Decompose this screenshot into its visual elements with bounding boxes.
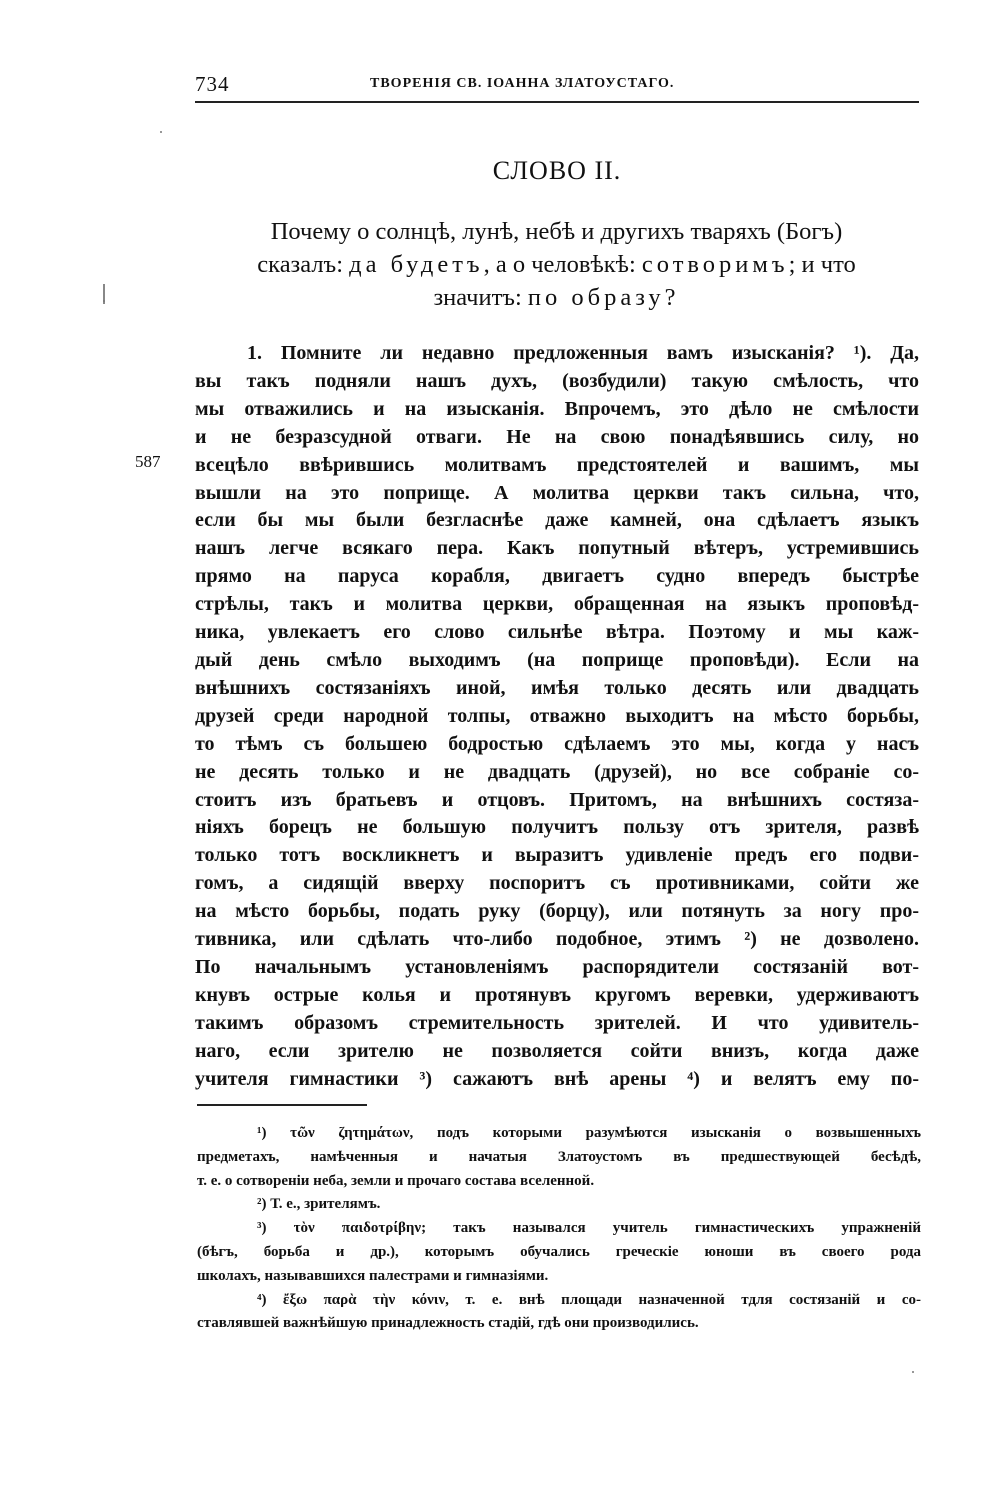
subtitle-spaced-text: сотворимъ xyxy=(641,251,789,278)
print-speck xyxy=(912,1371,914,1373)
body-line: гомъ, а сидящій вверху поспоритъ съ противниками, сойти же xyxy=(195,872,919,895)
footnote-line: ставлявшей важнѣйшую принадлежность стадій, гдѣ они производились. xyxy=(197,1315,699,1332)
body-line: не десять только и не двадцать (друзей), но все собраніе со- xyxy=(195,760,919,783)
body-text xyxy=(195,340,919,1093)
footnote-line: т. е. о сотвореніи неба, земли и прочаго состава вселенной. xyxy=(197,1172,595,1189)
body-line: на мѣсто борьбы, подать руку (борцу), или потянуть за ногу про- xyxy=(195,900,919,923)
subtitle-line-2 xyxy=(190,248,923,281)
body-line: то тѣмъ съ большею бодростью сдѣлаемъ это мы, когда у насъ xyxy=(195,732,919,755)
footnote-line: ²) Т. е., зрителямъ. xyxy=(257,1196,381,1213)
body-line: друзей среди народной толпы, отважно выходитъ на мѣсто борьбы, xyxy=(195,704,919,727)
subtitle-text: , а о человѣкѣ: xyxy=(483,251,642,278)
body-line: тивника, или сдѣлать что-либо подобное, этимъ ²) не дозволено. xyxy=(195,928,919,951)
print-speck xyxy=(103,300,105,302)
body-line: вышли на это поприще. А молитва церкви такъ сильна, что, xyxy=(195,481,919,504)
body-line: если бы мы были безгласнѣе даже камней, она сдѣлаетъ языкъ xyxy=(195,509,919,532)
footnote-line: ¹) τῶν ζητημάτων, подъ которыми разумѣются изысканія о возвышенныхъ xyxy=(257,1125,921,1141)
body-line: наго, если зрителю не позволяется сойти внизъ, когда даже xyxy=(195,1039,919,1062)
footnotes xyxy=(197,1122,921,1336)
margin-page-number: 587 xyxy=(135,452,161,471)
subtitle-spaced-text: да будетъ xyxy=(349,251,484,278)
subtitle-line-1: Почему о солнцѣ, лунѣ, небѣ и другихъ тваряхъ (Богъ) xyxy=(270,218,843,245)
body-line: такимъ образомъ стремительность зрителей. И что удивитель- xyxy=(195,1011,919,1034)
footnote-line: (бѣгъ, борьба и др.), которымъ обучались греческіе юноши въ своего рода xyxy=(197,1243,921,1260)
page-header xyxy=(195,72,919,98)
subtitle xyxy=(190,215,923,314)
footnote-rule xyxy=(197,1104,367,1106)
print-speck xyxy=(160,131,162,133)
running-title: ТВОРЕНІЯ СВ. ІОАННА ЗЛАТОУСТАГО. xyxy=(370,76,675,91)
subtitle-text: ; и что xyxy=(788,251,856,278)
body-line: всецѣло ввѣрившись молитвамъ предстоятелей и вашимъ, мы xyxy=(195,453,919,476)
subtitle-text: значитъ: xyxy=(433,284,528,311)
subtitle-text: сказалъ: xyxy=(257,251,350,278)
body-line: По начальнымъ установленіямъ распорядители состязаній вот- xyxy=(195,955,919,978)
section-title: СЛОВО II. xyxy=(492,156,622,185)
body-line: прямо на паруса корабля, двигаетъ судно впередъ быстрѣе xyxy=(195,565,919,588)
footnote-line: ³) τὸν παιδοτρίβην; такъ назывался учитель гимнастическихъ упражненій xyxy=(257,1220,921,1237)
body-line: 1. Помните ли недавно предложенныя вамъ изысканія? ¹). Да, xyxy=(247,342,919,364)
body-line: мы отважились и на изысканія. Впрочемъ, это дѣло не смѣлости xyxy=(195,397,919,420)
body-line: внѣшнихъ состязаніяхъ иной, имѣя только десять или двадцать xyxy=(195,676,919,699)
body-line: ніяхъ борецъ не большую получитъ пользу отъ зрителя, развѣ xyxy=(195,816,919,839)
body-line: кнувъ острые колья и протянувъ кругомъ веревки, удерживаютъ xyxy=(195,983,919,1006)
body-line: учителя гимнастики ³) сажаютъ внѣ арены ⁴) и велятъ ему по- xyxy=(195,1067,919,1090)
header-rule xyxy=(195,101,919,103)
body-line: стоитъ изъ братьевъ и отцовъ. Притомъ, на внѣшнихъ состяза- xyxy=(195,788,919,811)
body-line: дый день смѣло выходимъ (на поприще проповѣди). Если на xyxy=(195,648,919,671)
footnote-line: предметахъ, намѣченныя и начатыя Златоустомъ въ предшествующей бесѣдѣ, xyxy=(197,1148,921,1165)
subtitle-line-3 xyxy=(190,281,923,314)
page-number: 734 xyxy=(195,72,230,96)
subtitle-spaced-text: по образу? xyxy=(527,284,680,311)
body-line: вы такъ подняли нашъ духъ, (возбудили) такую смѣлость, что xyxy=(195,369,919,392)
body-line: только тотъ воскликнетъ и выразитъ удивленіе предъ его подви- xyxy=(195,844,919,867)
body-line: нашъ легче всякаго пера. Какъ попутный вѣтеръ, устремившись xyxy=(195,537,919,560)
footnote-line: ⁴) ἔξω παρὰ τὴν κόνιν, т. е. внѣ площади назначенной тдля состязаній и со- xyxy=(257,1291,921,1308)
body-line: стрѣлы, такъ и молитва церкви, обращенная на языкъ проповѣд- xyxy=(195,593,919,616)
body-line: ника, увлекаетъ его слово сильнѣе вѣтра. Поэтому и мы каж- xyxy=(195,621,919,644)
body-line: и не безразсудной отваги. Не на свою понадѣявшись силу, но xyxy=(195,425,919,448)
footnote-line: школахъ, называвшихся палестрами и гимназіями. xyxy=(197,1267,549,1284)
